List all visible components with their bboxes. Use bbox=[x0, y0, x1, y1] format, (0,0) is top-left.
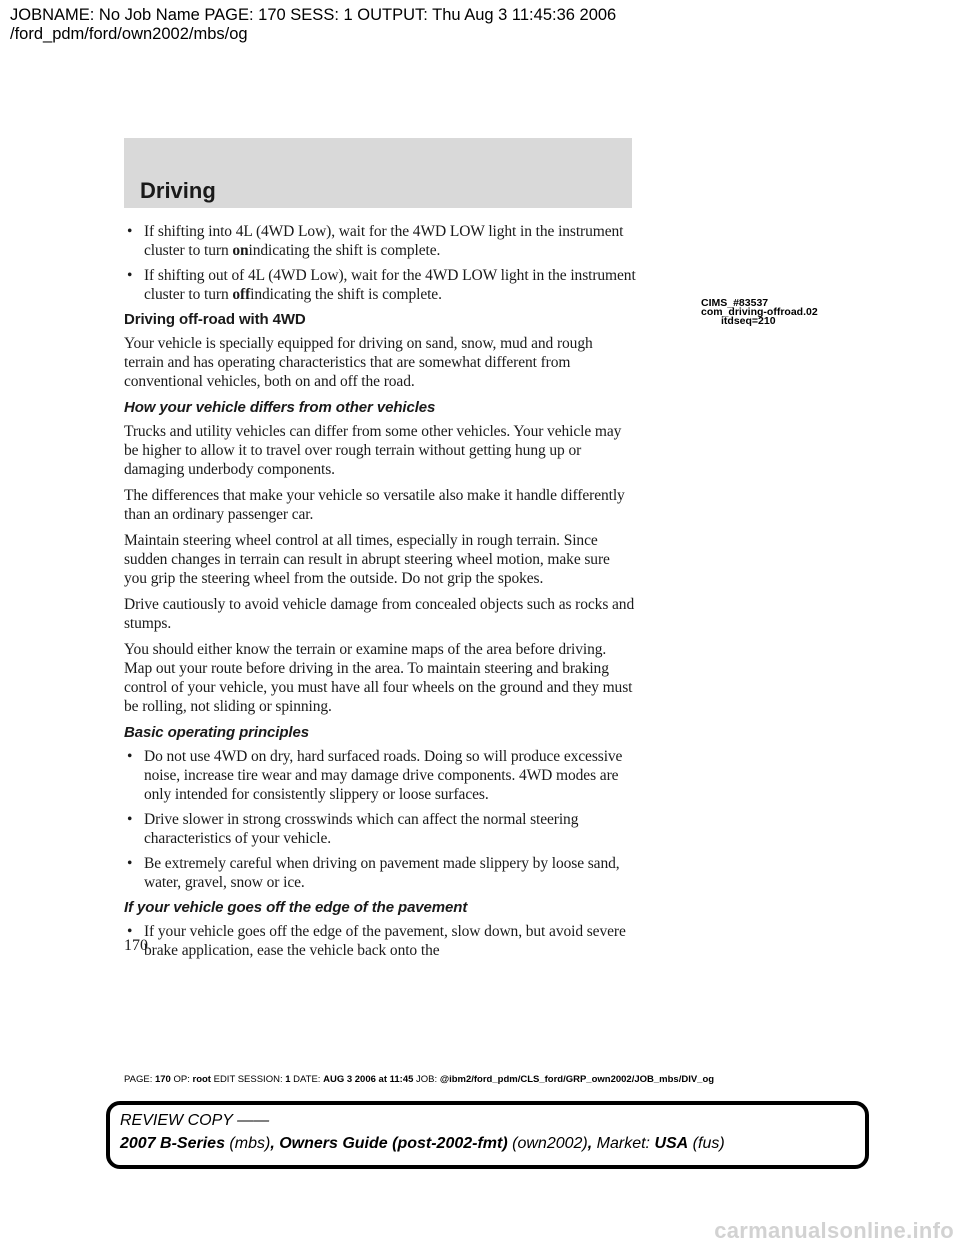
page-content bbox=[124, 222, 636, 966]
cims-annotation bbox=[701, 299, 818, 326]
paragraph: Maintain steering wheel control at all times, especially in rough terrain. Since sudden changes in terrain can result in abrupt steering wheel motion, make sure you grip the steering wheel from the outside. Do not grip the spokes. bbox=[124, 532, 610, 587]
review-copy-box bbox=[106, 1101, 869, 1169]
list-item: • If your vehicle goes off the edge of the pavement, slow down, but avoid severe brake application, ease the vehicle back onto the bbox=[127, 923, 626, 959]
cims-file: com_driving-offroad.02 bbox=[701, 306, 818, 318]
paragraph: Trucks and utility vehicles can differ from some other vehicles. Your vehicle may be higher to allow it to travel over rough terrain without getting hung up or damaging underbody components. bbox=[124, 423, 622, 478]
job-header-line1: JOBNAME: No Job Name PAGE: 170 SESS: 1 OUTPUT: Thu Aug 3 11:45:36 2006 bbox=[10, 6, 617, 24]
bullet-icon: • bbox=[127, 811, 133, 828]
bullet-icon: • bbox=[127, 923, 133, 940]
list-item: • If shifting into 4L (4WD Low), wait for the 4WD LOW light in the instrument cluster to turn onindicating the shift is complete. bbox=[127, 223, 624, 259]
bullet-icon: • bbox=[127, 855, 133, 872]
section-header-band bbox=[124, 138, 632, 208]
cims-seq: itdseq=210 bbox=[721, 315, 776, 327]
list-item: • Do not use 4WD on dry, hard surfaced roads. Doing so will produce excessive noise, increase tire wear and may damage drive components. 4WD modes are only intended for consistently slippery or loose surfaces. bbox=[127, 748, 623, 803]
page-number: 170 bbox=[124, 937, 148, 954]
print-job-meta: PAGE: 170 OP: root EDIT SESSION: 1 DATE: AUG 3 2006 at 11:45 JOB: @ibm2/ford_pdm/CLS_ford/GRP_own2002/JOB_mbs/DIV_og bbox=[124, 1074, 715, 1085]
list-item: • Be extremely careful when driving on pavement made slippery by loose sand, water, gravel, snow or ice. bbox=[127, 855, 620, 891]
paragraph: The differences that make your vehicle so versatile also make it handle differently than an ordinary passenger car. bbox=[124, 487, 625, 523]
differs-heading: How your vehicle differs from other vehicles bbox=[124, 399, 436, 416]
bullet-icon: • bbox=[127, 223, 133, 240]
bullet-icon: • bbox=[127, 267, 133, 284]
offroad-intro: Your vehicle is specially equipped for driving on sand, snow, mud and rough terrain and has operating characteristics that are somewhat different from conventional vehicles, both on and off the road. bbox=[124, 335, 593, 390]
pavement-heading: If your vehicle goes off the edge of the pavement bbox=[124, 899, 468, 916]
job-header-path: /ford_pdm/ford/own2002/mbs/og bbox=[10, 25, 248, 43]
principles-heading: Basic operating principles bbox=[124, 724, 309, 741]
paragraph: You should either know the terrain or examine maps of the area before driving. Map out your route before driving in the area. To maintain steering and braking control of your vehicle, you must have all four wheels on the ground and they must be rolling, not sliding or spinning. bbox=[124, 641, 633, 715]
list-item: • If shifting out of 4L (4WD Low), wait for the 4WD LOW light in the instrument cluster to turn offindicating the shift is complete. bbox=[127, 267, 636, 303]
review-copy-details: 2007 B-Series (mbs), Owners Guide (post-2002-fmt) (own2002), Market: USA (fus) bbox=[120, 1135, 725, 1152]
list-item: • Drive slower in strong crosswinds which can affect the normal steering characteristics of your vehicle. bbox=[127, 811, 579, 847]
watermark: carmanualsonline.info bbox=[714, 1218, 954, 1243]
paragraph: Drive cautiously to avoid vehicle damage from concealed objects such as rocks and stumps. bbox=[124, 596, 635, 632]
job-header bbox=[10, 6, 616, 44]
section-title: Driving bbox=[140, 178, 216, 203]
bullet-icon: • bbox=[127, 748, 133, 765]
cims-id: CIMS_#83537 bbox=[701, 297, 769, 309]
review-copy-label: REVIEW COPY —— bbox=[120, 1112, 270, 1129]
offroad-heading: Driving off-road with 4WD bbox=[124, 311, 306, 328]
